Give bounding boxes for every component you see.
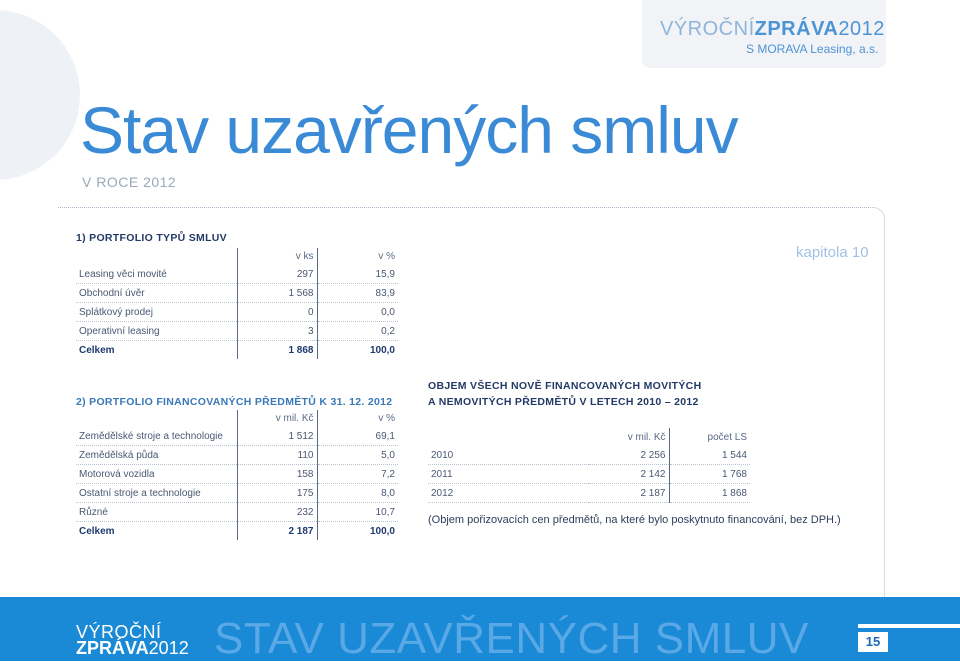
row-label: Obchodní úvěr: [76, 284, 237, 303]
cell-value: 110: [237, 446, 317, 465]
footer-logo-line2: ZPRÁVA2012: [76, 638, 189, 658]
table-header-row: [76, 248, 398, 265]
row-label: Leasing věci movité: [76, 265, 237, 284]
table-row: [428, 484, 750, 503]
total-row: [76, 341, 398, 360]
column-header: v %: [317, 248, 398, 265]
cell-value: 2 256: [589, 446, 669, 465]
column-header: v %: [317, 410, 398, 427]
cell-value: 7,2: [317, 465, 398, 484]
cell-value: 2 187: [589, 484, 669, 503]
cell-value: 158: [237, 465, 317, 484]
cell-value: 5,0: [317, 446, 398, 465]
cell-value: 83,9: [317, 284, 398, 303]
page-subtitle: V ROCE 2012: [82, 174, 177, 190]
footer-section-title: STAV UZAVŘENÝCH SMLUV: [214, 614, 809, 663]
table2-heading: 2) PORTFOLIO FINANCOVANÝCH PŘEDMĚTŮ K 31. 12. 2012: [76, 396, 393, 408]
column-header: v mil. Kč: [237, 410, 317, 427]
row-label: 2012: [428, 484, 589, 503]
cell-value: 1 868: [237, 341, 317, 360]
table3-heading-line2: A NEMOVITÝCH PŘEDMĚTŮ V LETECH 2010 – 2012: [428, 396, 699, 408]
page-number: 15: [865, 634, 881, 649]
cell-value: 297: [237, 265, 317, 284]
row-label: 2011: [428, 465, 589, 484]
cell-value: 10,7: [317, 503, 398, 522]
cell-value: 0: [237, 303, 317, 322]
cell-value: 1 512: [237, 427, 317, 446]
row-label: 2010: [428, 446, 589, 465]
table-row: [76, 265, 398, 284]
annual-volume-table: [428, 428, 750, 503]
cell-value: 1 568: [237, 284, 317, 303]
table-row: [76, 503, 398, 522]
table-row: [76, 484, 398, 503]
table-row: [76, 322, 398, 341]
row-label: Splátkový prodej: [76, 303, 237, 322]
cell-value: 175: [237, 484, 317, 503]
row-label: Celkem: [79, 344, 115, 356]
table-row: [76, 284, 398, 303]
row-label: Operativní leasing: [76, 322, 237, 341]
page-title: Stav uzavřených smluv: [80, 93, 738, 167]
footer-logo-line1: VÝROČNÍ: [76, 622, 162, 642]
cell-value: 2 187: [237, 522, 317, 541]
portfolio-types-table: [76, 248, 398, 359]
cell-value: 0,0: [317, 303, 398, 322]
cell-value: 100,0: [317, 522, 398, 541]
table1-heading: 1) PORTFOLIO TYPŮ SMLUV: [76, 232, 227, 244]
cell-value: 100,0: [317, 341, 398, 360]
row-label: Celkem: [79, 525, 115, 537]
cell-value: 1 868: [669, 484, 750, 503]
table3-heading-line1: OBJEM VŠECH NOVĚ FINANCOVANÝCH MOVITÝCH: [428, 380, 702, 392]
total-row: [76, 522, 398, 541]
column-header: v mil. Kč: [627, 431, 666, 443]
row-label: Různé: [76, 503, 237, 522]
row-label: Zemědělská půda: [76, 446, 237, 465]
cell-value: 3: [237, 322, 317, 341]
table-row: [428, 446, 750, 465]
column-header: v ks: [237, 248, 317, 265]
cell-value: 0,2: [317, 322, 398, 341]
row-label: Zemědělské stroje a technologie: [76, 427, 237, 446]
cell-value: 15,9: [317, 265, 398, 284]
table-row: [428, 465, 750, 484]
cell-value: 1 544: [669, 446, 750, 465]
table3-note: (Objem pořizovacích cen předmětů, na které bylo poskytnuto financování, bez DPH.): [428, 514, 841, 526]
table-header-row: [428, 428, 750, 446]
company-name: S MORAVA Leasing, a.s.: [746, 42, 879, 56]
chapter-label: kapitola 10: [796, 244, 869, 261]
table-row: [76, 303, 398, 322]
cell-value: 2 142: [589, 465, 669, 484]
financed-items-table: [76, 410, 398, 540]
cell-value: 1 768: [669, 465, 750, 484]
table-row: [76, 427, 398, 446]
column-header: počet LS: [669, 428, 750, 446]
cell-value: 232: [237, 503, 317, 522]
table-header-row: [76, 410, 398, 427]
row-label: Motorová vozidla: [76, 465, 237, 484]
table-row: [76, 465, 398, 484]
cell-value: 8,0: [317, 484, 398, 503]
table-row: [76, 446, 398, 465]
cell-value: 69,1: [317, 427, 398, 446]
page-number-line: [858, 624, 960, 628]
report-brand: VÝROČNÍZPRÁVA2012: [660, 18, 885, 40]
background-circle: [0, 10, 80, 180]
row-label: Ostatní stroje a technologie: [76, 484, 237, 503]
